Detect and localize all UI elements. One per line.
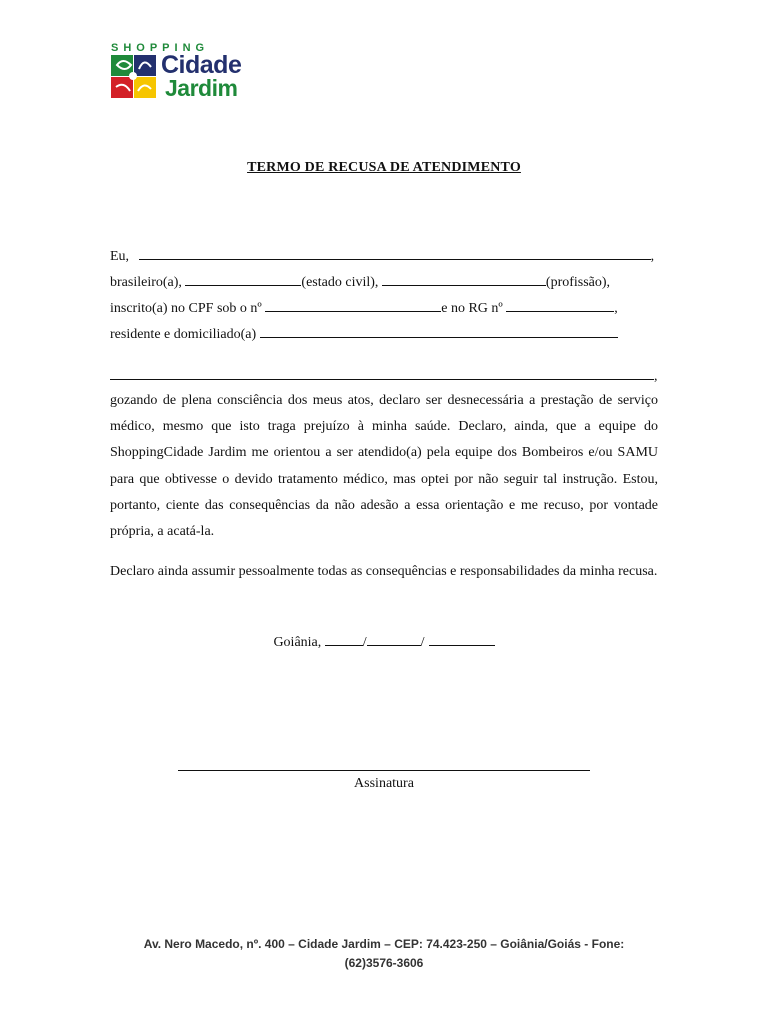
responsibility-paragraph <box>110 559 658 585</box>
signature-line[interactable] <box>178 770 590 771</box>
civil-status-label: (estado civil), <box>301 275 379 290</box>
address-continuation-line <box>110 365 658 385</box>
rg-line-end: , <box>614 301 618 316</box>
date-line <box>0 631 768 651</box>
shopping-cidade-jardim-logo <box>108 42 253 102</box>
documents-line <box>110 297 658 317</box>
month-blank[interactable] <box>367 631 421 646</box>
logo-line1: Cidade <box>161 51 242 79</box>
document-title: TERMO DE RECUSA DE ATENDIMENTO <box>247 160 521 175</box>
responsibility-text: Declaro ainda assumir pessoalmente todas as consequências e responsabilidades da minha recusa. <box>110 564 658 579</box>
date-separator: / <box>362 635 367 650</box>
signature-label: Assinatura <box>354 776 414 791</box>
footer-address <box>100 935 668 973</box>
cpf-blank[interactable] <box>265 297 441 312</box>
address-blank[interactable] <box>260 323 618 338</box>
day-blank[interactable] <box>325 631 363 646</box>
logo-line2: Jardim <box>165 75 238 101</box>
residence-line <box>110 323 658 343</box>
address-line-end: , <box>654 369 658 384</box>
year-blank[interactable] <box>429 631 495 646</box>
residence-label: residente e domiciliado(a) <box>110 327 257 342</box>
logo-top-text: SHOPPING <box>111 42 210 54</box>
footer-line1: Av. Nero Macedo, nº. 400 – Cidade Jardim – CEP: 74.423-250 – Goiânia/Goiás - Fone: <box>143 937 625 951</box>
civil-status-blank[interactable] <box>185 271 301 286</box>
eu-label: Eu, <box>110 249 130 264</box>
name-line-end: , <box>650 249 655 264</box>
nationality-label: brasileiro(a), <box>110 275 182 290</box>
profession-blank[interactable] <box>382 271 546 286</box>
cpf-label: inscrito(a) no CPF sob o nº <box>110 301 262 316</box>
address-continuation-blank[interactable] <box>110 365 654 380</box>
civil-status-line <box>110 271 658 291</box>
rg-label: e no RG nº <box>441 301 503 316</box>
name-blank[interactable] <box>139 245 651 260</box>
logo-mark-icon <box>111 55 156 98</box>
footer-line2: (62)3576-3606 <box>344 956 424 970</box>
date-city: Goiânia, <box>273 635 322 650</box>
name-line <box>110 245 658 265</box>
profession-label: (profissão), <box>545 275 611 290</box>
rg-blank[interactable] <box>506 297 614 312</box>
date-separator: / <box>420 635 425 650</box>
declaration-text: gozando de plena consciência dos meus atos, declaro ser desnecessária a prestação de serviço médico, mesmo que isto traga prejuízo à minha saúde. Declaro, ainda, que a equipe do ShoppingCidade Jardim me orientou a ser atendido(a) pela equipe dos Bombeiros e/ou SAMU para que obtivesse o devido tratamento médico, mas optei por não seguir tal instrução. Estou, portanto, ciente das consequências da não adesão a essa orientação e me recuso, por vontade própria, a acatá-la. <box>110 393 658 540</box>
declaration-paragraph <box>110 388 658 545</box>
